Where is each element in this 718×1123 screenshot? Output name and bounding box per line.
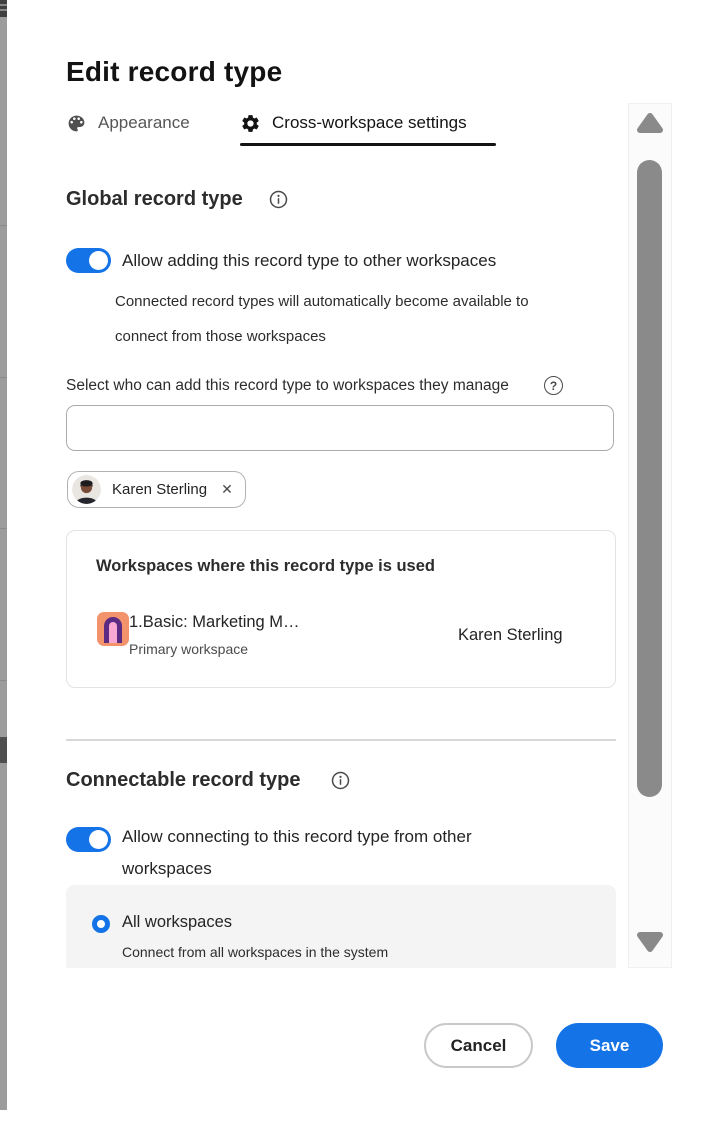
- toggle-knob: [89, 251, 108, 270]
- toggle-knob: [89, 830, 108, 849]
- section-divider: [66, 739, 616, 741]
- workspace-arch-glyph: [104, 617, 122, 643]
- workspaces-card-heading: Workspaces where this record type is used: [96, 557, 435, 575]
- workspace-owner: Karen Sterling: [458, 626, 563, 644]
- workspaces-card: [66, 530, 616, 688]
- background-selected-row-edge: [0, 737, 7, 763]
- tab-appearance-label: Appearance: [98, 113, 190, 132]
- active-tab-underline: [240, 143, 496, 146]
- tab-appearance[interactable]: [66, 108, 190, 138]
- tab-cross-workspace-settings[interactable]: [240, 108, 467, 138]
- scrollbar-thumb[interactable]: [637, 160, 662, 797]
- background-page-icon: [0, 0, 7, 17]
- radio-all-workspaces-description: Connect from all workspaces in the system: [122, 944, 389, 960]
- cancel-button[interactable]: Cancel: [424, 1023, 533, 1068]
- global-toggle-label: Allow adding this record type to other workspaces: [122, 251, 497, 270]
- select-people-input[interactable]: [66, 405, 614, 451]
- tab-cross-workspace-label: Cross-workspace settings: [272, 113, 467, 132]
- chip-name: Karen Sterling: [112, 481, 208, 498]
- global-toggle-description: [115, 284, 529, 354]
- description-line: connect from those workspaces: [115, 328, 326, 345]
- dialog-title: Edit record type: [66, 56, 283, 87]
- background-divider: [0, 680, 7, 681]
- chip-remove-icon[interactable]: ✕: [221, 481, 233, 497]
- person-chip[interactable]: [67, 471, 246, 508]
- select-people-label: Select who can add this record type to workspaces they manage: [66, 377, 509, 394]
- workspace-icon: [97, 612, 129, 646]
- background-divider: [0, 377, 7, 378]
- palette-icon: [66, 113, 87, 134]
- workspace-name: 1.Basic: Marketing M…: [129, 613, 300, 631]
- scroll-down-icon[interactable]: [636, 931, 664, 953]
- workspace-subtitle: Primary workspace: [129, 641, 249, 657]
- connectable-toggle-label: Allow connecting to this record type from other workspaces: [122, 827, 472, 878]
- info-icon[interactable]: [269, 190, 288, 209]
- background-divider: [0, 528, 7, 529]
- scroll-up-icon[interactable]: [636, 112, 664, 134]
- save-button[interactable]: Save: [556, 1023, 663, 1068]
- avatar: [72, 475, 101, 504]
- workspace-scope-options: [66, 885, 616, 968]
- description-line: Connected record types will automatically become available to: [115, 293, 529, 310]
- gear-icon: [240, 113, 261, 134]
- connectable-toggle[interactable]: [66, 827, 111, 852]
- global-toggle[interactable]: [66, 248, 111, 273]
- background-divider: [0, 225, 7, 226]
- background-page-edge: [0, 0, 7, 1110]
- help-icon[interactable]: ?: [544, 376, 563, 395]
- radio-all-workspaces[interactable]: [92, 915, 110, 933]
- connectable-section-heading: Connectable record type: [66, 769, 301, 791]
- global-section-heading: Global record type: [66, 188, 243, 210]
- info-icon[interactable]: [331, 771, 350, 790]
- radio-all-workspaces-label: All workspaces: [122, 913, 233, 931]
